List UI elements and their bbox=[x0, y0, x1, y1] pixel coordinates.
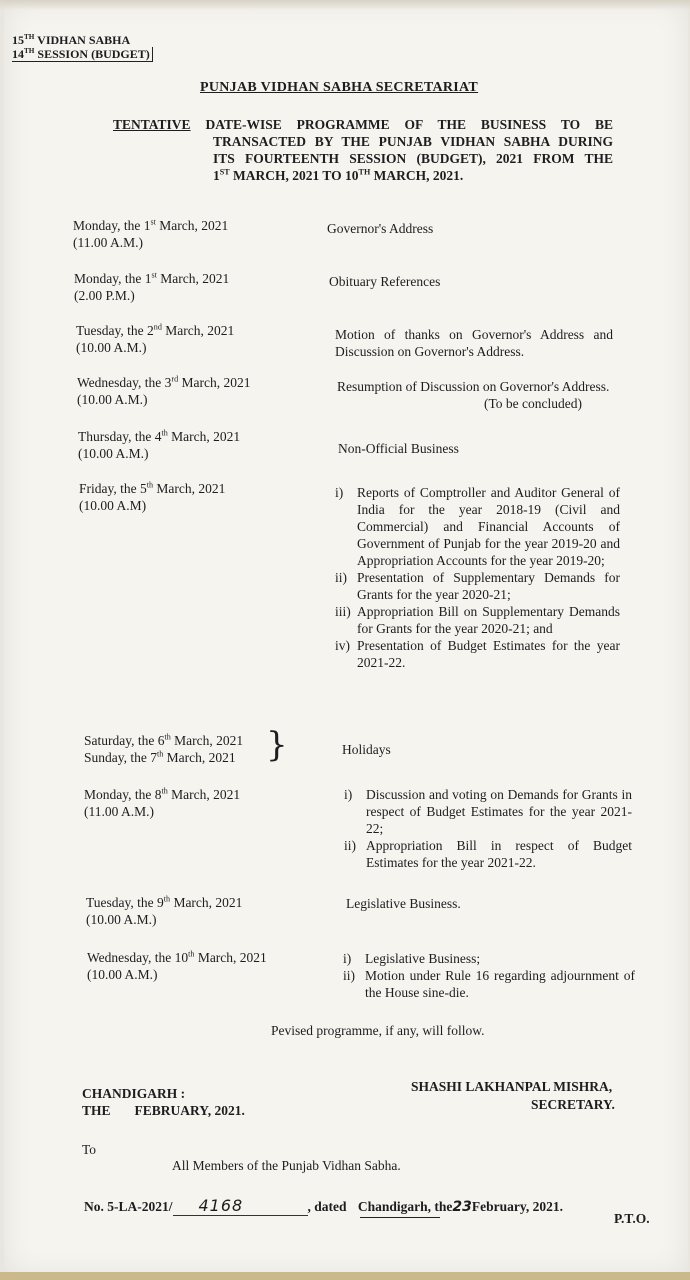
schedule-date: Monday, the 1st March, 2021 (11.00 A.M.) bbox=[73, 217, 229, 250]
recipients: All Members of the Punjab Vidhan Sabha. bbox=[172, 1158, 401, 1173]
session-line: 14TH SESSION (BUDGET) bbox=[12, 47, 153, 62]
brace-symbol: } bbox=[266, 725, 288, 765]
vidhan-sabha-line: 15TH VIDHAN SABHA bbox=[12, 33, 131, 47]
place-label: CHANDIGARH : bbox=[82, 1086, 186, 1101]
signature-underline bbox=[360, 1217, 440, 1218]
list-item: iv) Presentation of Budget Estimates for the year 2021-22. bbox=[335, 638, 620, 670]
schedule-date: Saturday, the 6th March, 2021 Sunday, the 7th March, 2021 bbox=[84, 732, 244, 765]
schedule-business: Resumption of Discussion on Governor's Address. bbox=[337, 379, 610, 394]
handwritten-ref-number: 4168 bbox=[198, 1196, 244, 1215]
schedule-business-list bbox=[344, 786, 632, 871]
schedule-date: Tuesday, the 2nd March, 2021 (10.00 A.M.) bbox=[76, 322, 235, 355]
list-item: ii) Presentation of Supplementary Demands for Grants for the year 2020-21; bbox=[335, 570, 620, 602]
schedule-business: Motion of thanks on Governor's Address and Discussion on Governor's Address. bbox=[335, 327, 613, 359]
schedule-business-list bbox=[335, 484, 620, 671]
schedule-date: Wednesday, the 3rd March, 2021 (10.00 A.M.) bbox=[77, 374, 251, 407]
date-line: THE FEBRUARY, 2021. bbox=[82, 1103, 245, 1118]
list-item: ii) Motion under Rule 16 regarding adjournment of the House sine-die. bbox=[343, 968, 635, 1000]
schedule-business: Obituary References bbox=[329, 274, 441, 289]
document-title bbox=[113, 116, 613, 184]
title-line-3: ITS FOURTEENTH SESSION (BUDGET), 2021 FROM THE bbox=[213, 151, 613, 166]
list-item: ii) Appropriation Bill in respect of Budget Estimates for the year 2021-22. bbox=[344, 838, 632, 870]
title-line-2: TRANSACTED BY THE PUNJAB VIDHAN SABHA DURING bbox=[213, 134, 613, 149]
schedule-business-list bbox=[343, 950, 635, 1001]
schedule-date: Thursday, the 4th March, 2021 (10.00 A.M.) bbox=[78, 428, 241, 461]
schedule-date: Tuesday, the 9th March, 2021 (10.00 A.M.) bbox=[86, 894, 243, 927]
revised-programme-note: Pevised programme, if any, will follow. bbox=[271, 1023, 485, 1038]
page-bottom-edge bbox=[0, 1272, 690, 1280]
signatory-name: SHASHI LAKHANPAL MISHRA, bbox=[411, 1079, 613, 1094]
signatory-title: SECRETARY. bbox=[531, 1097, 615, 1112]
schedule-date: Monday, the 1st March, 2021 (2.00 P.M.) bbox=[74, 270, 230, 303]
title-line-4: 1ST MARCH, 2021 TO 10TH MARCH, 2021. bbox=[213, 167, 464, 183]
schedule-business: Non-Official Business bbox=[338, 441, 459, 456]
secretariat-heading: PUNJAB VIDHAN SABHA SECRETARIAT bbox=[200, 80, 479, 95]
schedule-note: (To be concluded) bbox=[484, 396, 583, 411]
list-item: i) Legislative Business; bbox=[343, 951, 481, 966]
schedule-business: Legislative Business. bbox=[346, 896, 461, 911]
list-item: iii) Appropriation Bill on Supplementary Demands for Grants for the year 2020-21; and bbox=[335, 604, 620, 636]
session-header bbox=[12, 33, 153, 62]
reference-line: No. 5-LA-2021/ 4168 , dated Chandigarh, the23February, 2021. bbox=[84, 1196, 564, 1215]
page-top-edge bbox=[0, 0, 690, 10]
title-line-1: TENTATIVE DATE-WISE PROGRAMME OF THE BUSINESS TO BE bbox=[113, 117, 614, 132]
schedule-business: Holidays bbox=[342, 742, 391, 757]
to-label: To bbox=[82, 1142, 97, 1157]
schedule-business: Governor's Address bbox=[327, 221, 434, 236]
list-item: i) Reports of Comptroller and Auditor General of India for the year 2018-19 (Civil and Commercial) and Financial Accounts of Government of Punjab for the year 2019-20 and Appropriation Accounts for the year 2019-20; bbox=[335, 485, 620, 568]
pto-label: P.T.O. bbox=[614, 1211, 650, 1226]
list-item: i) Discussion and voting on Demands for Grants in respect of Budget Estimates for the year 2021-22; bbox=[344, 787, 632, 836]
handwritten-day: 23 bbox=[452, 1199, 472, 1215]
schedule-date: Wednesday, the 10th March, 2021 (10.00 A.M.) bbox=[87, 949, 267, 982]
schedule-date: Friday, the 5th March, 2021 (10.00 A.M) bbox=[79, 480, 226, 513]
schedule-date: Monday, the 8th March, 2021 (11.00 A.M.) bbox=[84, 786, 241, 819]
